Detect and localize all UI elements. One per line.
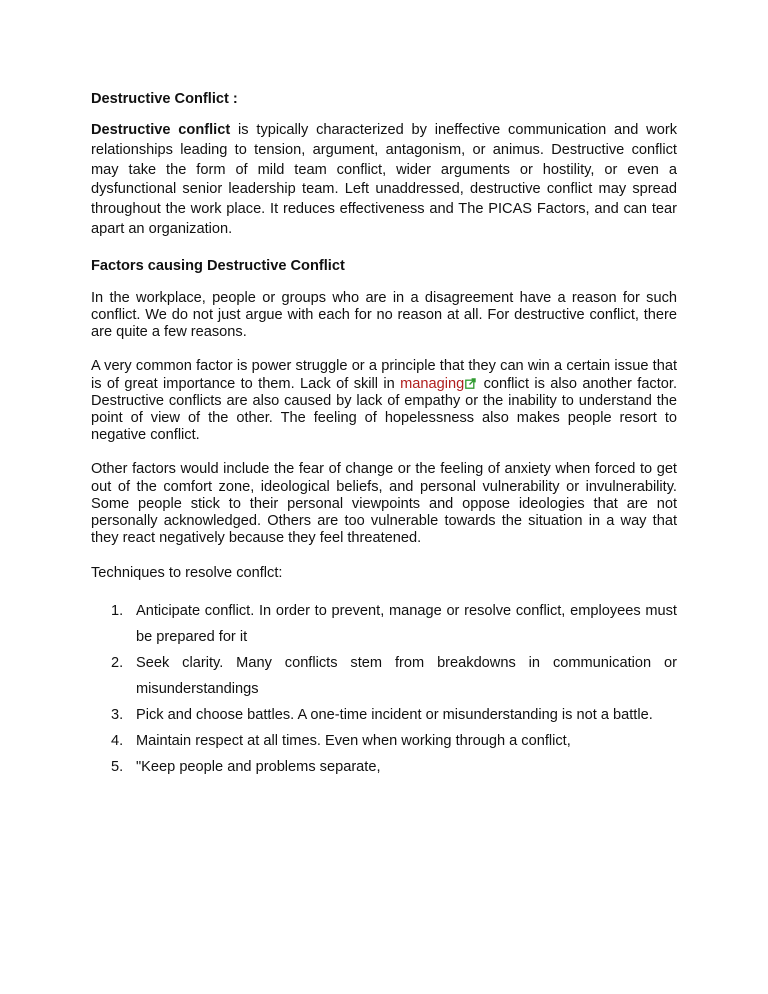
destructive-conflict-definition: is typically characterized by ineffective communication and work relationships leading to tension, argument, antagonism, or animus. Destructive conflict may take the form of mild team conflict, wider arguments or hostility, or even a dysfunctional senior leadership team. Left unaddressed, destructive conflict may spread throughout the work place. It reduces effectiveness and The PICAS Factors, and can tear apart an organization. [91,122,677,237]
list-item-text: Seek clarity. Many conflicts stem from breakdowns in communication or misunderstandings [136,655,677,698]
list-item-number: 1. [111,603,124,620]
term-destructive-conflict: Destructive conflict [91,122,231,138]
list-item [91,728,677,754]
list-item [91,650,677,702]
techniques-title: Techniques to resolve conflct: [91,565,283,582]
techniques-list [91,598,677,780]
document-content [91,89,677,780]
list-item [91,754,677,780]
list-item-number: 5. [111,759,124,776]
section-title-factors: Factors causing Destructive Conflict [91,257,345,274]
list-item-number: 4. [111,733,124,750]
list-item-text: Maintain respect at all times. Even when working through a conflict, [136,733,571,750]
list-item-text: "Keep people and problems separate, [136,759,381,776]
factors-paragraph-3: Other factors would include the fear of change or the feeling of anxiety when forced to get out of the comfort zone, ideological beliefs, and personal vulnerability or invulnerability. Some people stick to their personal viewpoints and oppose ideologies that are not personally acknowledged. Others are too vulnerable towards the situation in a way that they react negatively because they feel threatened. [91,461,677,547]
factors-paragraph-2-text-a: A very common factor is power struggle or a principle that they can win a certain issue that is of great importance to them. Lack of skill in [91,358,677,392]
list-item-number: 2. [111,655,124,672]
factors-paragraph-2-text-b: conflict is also another factor. Destructive conflicts are also caused by lack of empathy or the inability to understand the point of view of the other. The feeling of hopelessness also makes people resort to negative conflict. [91,375,678,444]
managing-link[interactable]: managing [400,375,465,392]
list-item [91,702,677,728]
list-item [91,598,677,650]
factors-paragraph-2 [91,358,677,444]
factors-paragraph-1: In the workplace, people or groups who are in a disagreement have a reason for such conflict. We do not just argue with each for no reason at all. For destructive conflict, there are quite a few reasons. [91,289,677,341]
list-item-text: Pick and choose battles. A one-time incident or misunderstanding is not a battle. [136,707,653,724]
list-item-text: Anticipate conflict. In order to prevent, manage or resolve conflict, employees must be prepared for it [136,603,677,646]
destructive-conflict-paragraph [91,121,677,240]
external-link-icon[interactable] [465,378,476,389]
section-title-destructive-conflict: Destructive Conflict : [91,91,238,107]
list-item-number: 3. [111,707,124,724]
